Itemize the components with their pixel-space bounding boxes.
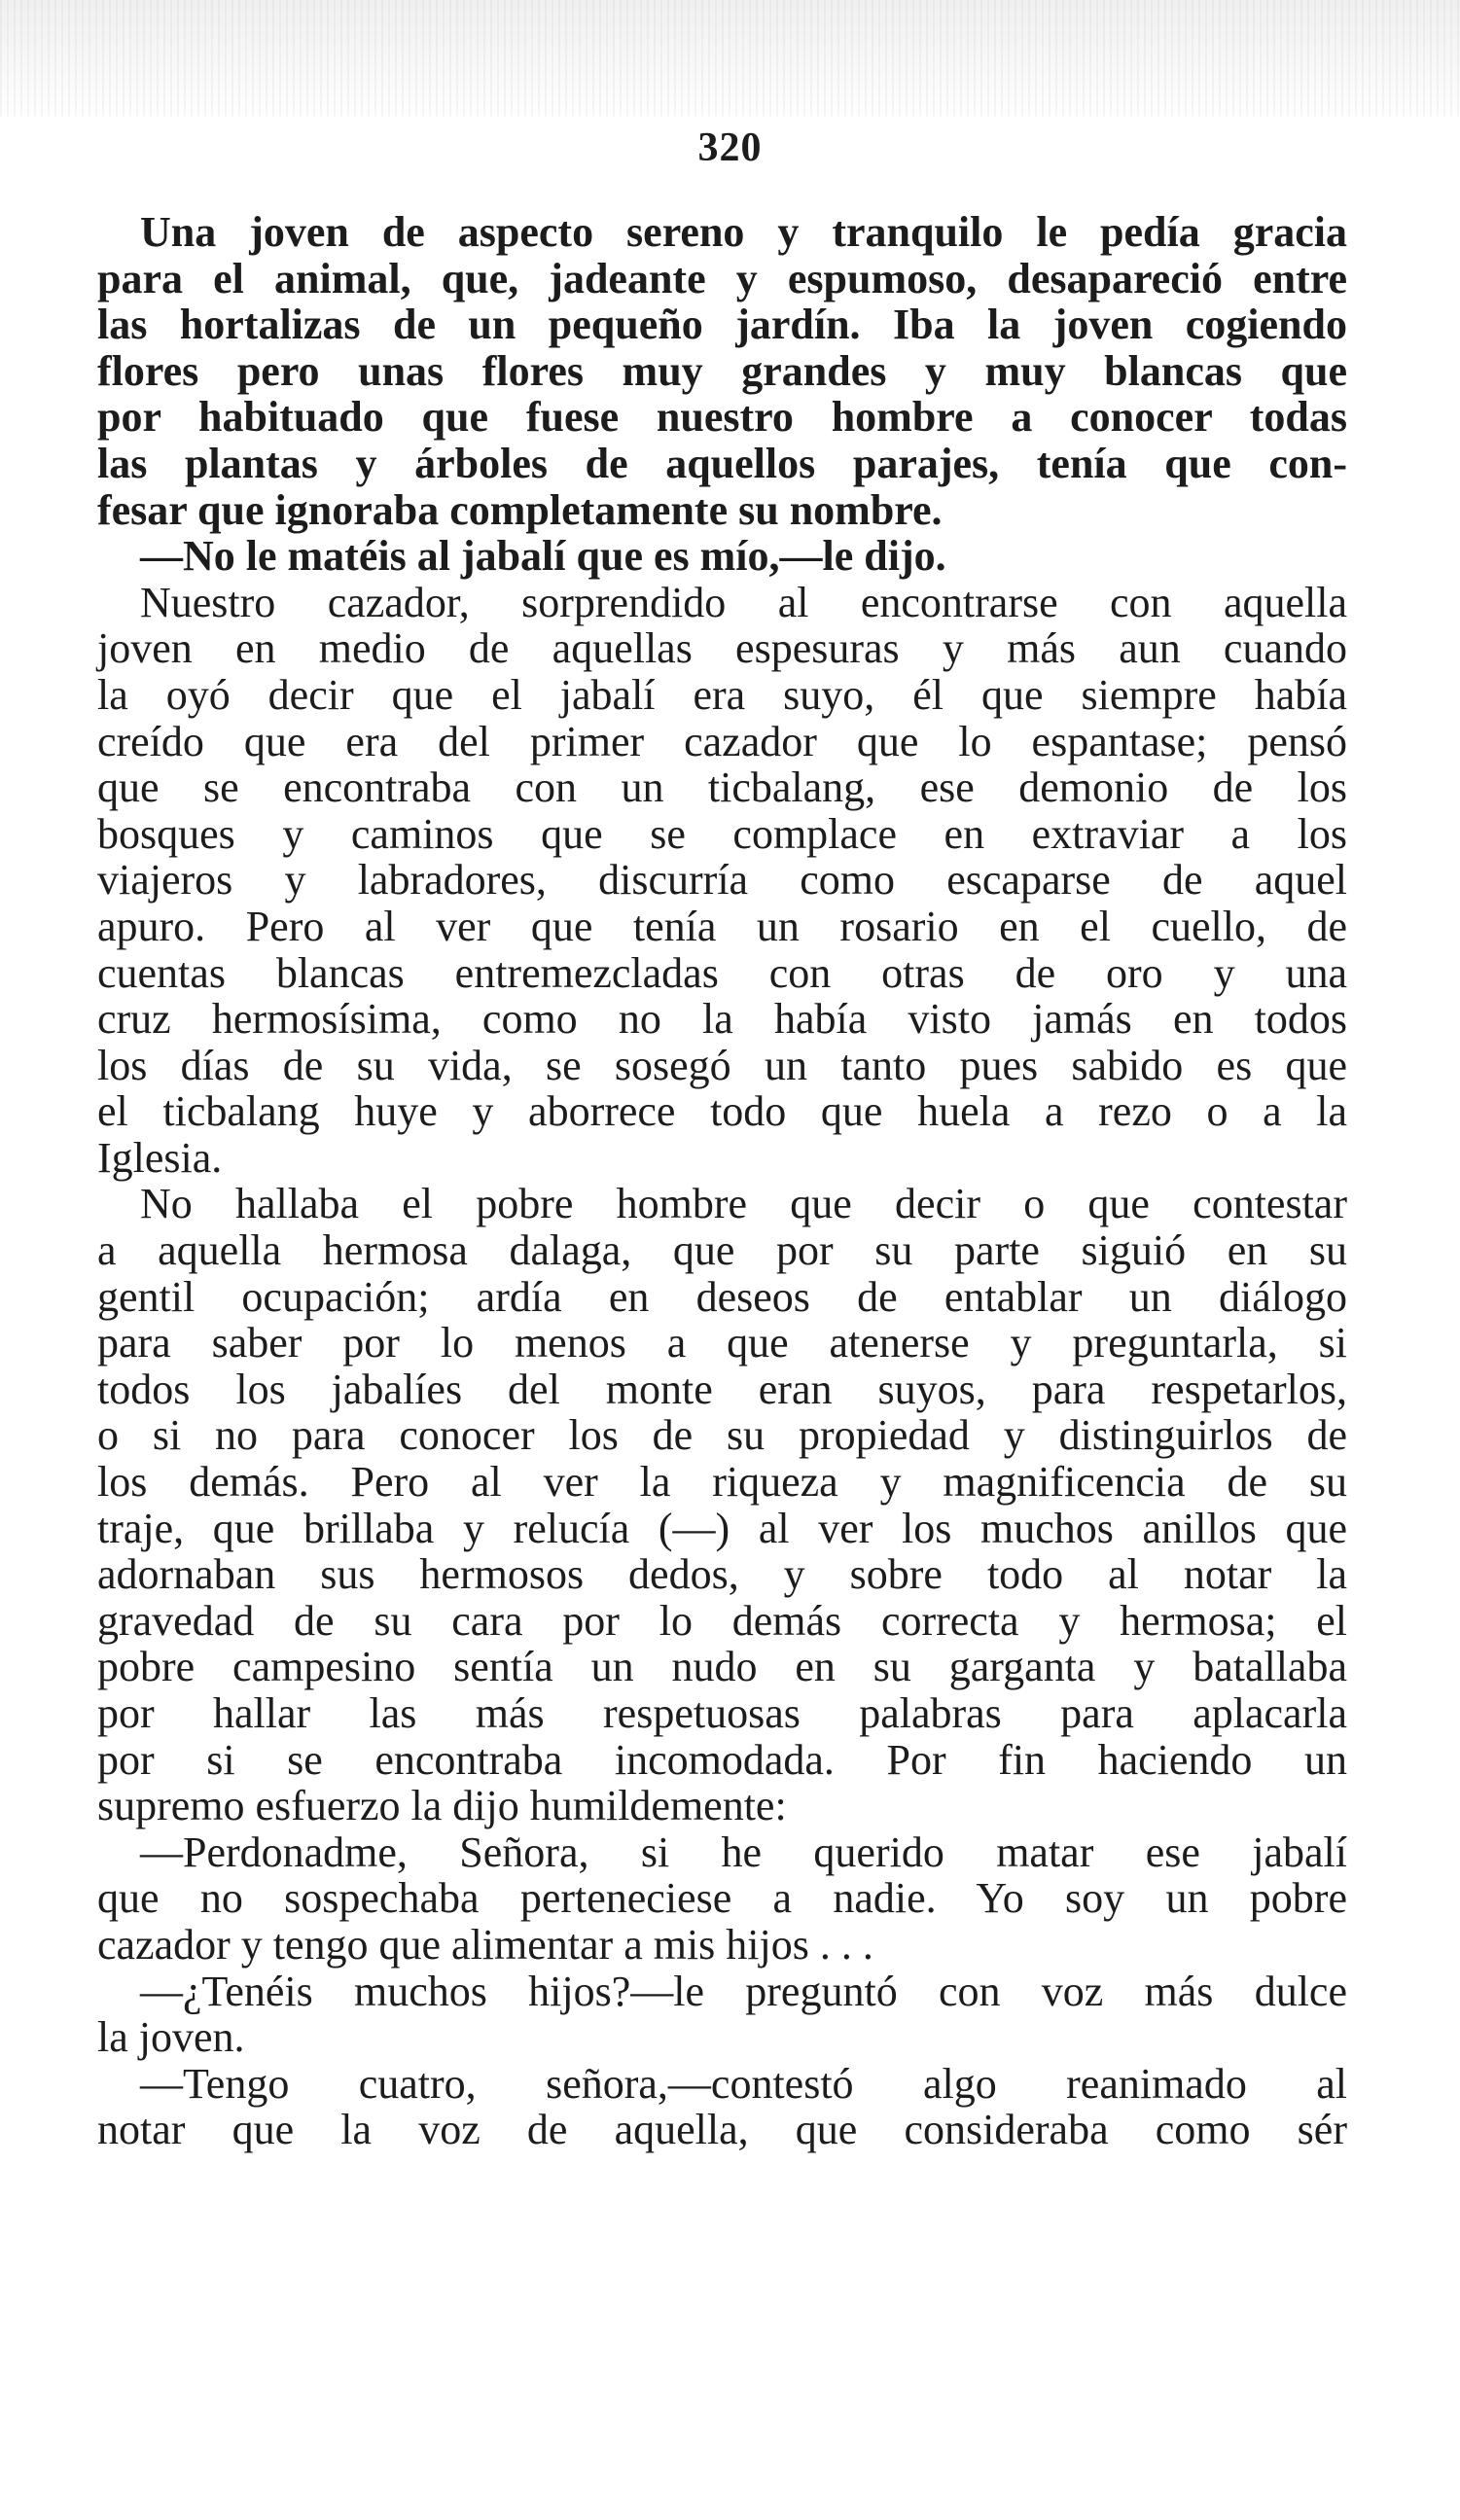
text-line: —No le matéis al jabalí que es mío,—le dijo.	[140, 532, 946, 581]
text-line: para el animal, que, jadeante y espumoso, desapareció entre	[97, 254, 1347, 302]
text-line: supremo esfuerzo la dijo humildemente:	[97, 1782, 787, 1830]
page-number: 320	[697, 125, 763, 170]
text-line: a aquella hermosa dalaga, que por su parte siguió en su	[97, 1226, 1347, 1275]
text-line: adornaban sus hermosos dedos, y sobre todo al notar la	[97, 1550, 1347, 1599]
text-line: la oyó decir que el jabalí era suyo, él que siempre había	[97, 670, 1347, 719]
text-line: las plantas y árboles de aquellos parajes, tenía que con-	[97, 439, 1347, 487]
text-line: apuro. Pero al ver que tenía un rosario en el cuello, de	[97, 902, 1347, 950]
text-line: que no sospechaba perteneciese a nadie. Yo soy un pobre	[97, 1874, 1347, 1923]
text-line: cazador y tengo que alimentar a mis hijos . . .	[97, 1920, 873, 1969]
text-line: pobre campesino sentía un nudo en su garganta y batallaba	[97, 1643, 1347, 1691]
text-line: por habituado que fuese nuestro hombre a conocer todas	[97, 393, 1347, 442]
text-line: cruz hermosísima, como no la había visto jamás en todos	[97, 995, 1347, 1044]
text-line: —¿Tenéis muchos hijos?—le preguntó con voz más dulce	[140, 1967, 1347, 2015]
text-line: creído que era del primer cazador que lo espantase; pensó	[97, 717, 1347, 765]
text-line: joven en medio de aquellas espesuras y más aun cuando	[97, 624, 1347, 673]
text-line: gentil ocupación; ardía en deseos de entablar un diálogo	[97, 1272, 1347, 1321]
text-line: que se encontraba con un ticbalang, ese demonio de los	[97, 763, 1347, 812]
text-line: bosques y caminos que se complace en extraviar a los	[97, 809, 1347, 858]
text-line: —Tengo cuatro, señora,—contestó algo reanimado al	[140, 2059, 1347, 2108]
text-line: el ticbalang huye y aborrece todo que huela a rezo o a la	[97, 1087, 1347, 1136]
text-line: Iglesia.	[97, 1133, 223, 1182]
text-line: notar que la voz de aquella, que consideraba como sér	[97, 2106, 1347, 2154]
text-line: las hortalizas de un pequeño jardín. Iba la joven cogiendo	[97, 301, 1347, 349]
text-line: por hallar las más respetuosas palabras para aplacarla	[97, 1689, 1347, 1737]
scan-border	[0, 0, 1460, 117]
text-line: todos los jabalíes del monte eran suyos, para respetarlos,	[97, 1365, 1347, 1413]
text-line: flores pero unas flores muy grandes y muy blancas que	[97, 346, 1347, 395]
text-line: Una joven de aspecto sereno y tranquilo le pedía gracia	[140, 208, 1347, 256]
text-line: viajeros y labradores, discurría como escaparse de aquel	[97, 856, 1347, 905]
text-line: por si se encontraba incomodada. Por fin haciendo un	[97, 1735, 1347, 1784]
text-line: los demás. Pero al ver la riqueza y magnificencia de su	[97, 1458, 1347, 1507]
text-line: la joven.	[97, 2013, 245, 2062]
text-line: —Perdonadme, Señora, si he querido matar ese jabalí	[140, 1828, 1347, 1876]
text-line: para saber por lo menos a que atenerse y preguntarla, si	[97, 1319, 1347, 1367]
text-line: Nuestro cazador, sorprendido al encontrarse con aquella	[140, 578, 1347, 626]
text-line: fesar que ignoraba completamente su nombre.	[97, 485, 943, 534]
text-line: cuentas blancas entremezcladas con otras de oro y una	[97, 948, 1347, 997]
text-line: No hallaba el pobre hombre que decir o que contestar	[140, 1180, 1347, 1228]
text-line: traje, que brillaba y relucía (—) al ver los muchos anillos que	[97, 1504, 1347, 1552]
page-text	[97, 209, 1347, 2153]
text-line: los días de su vida, se sosegó un tanto pues sabido es que	[97, 1041, 1347, 1089]
text-line: gravedad de su cara por lo demás correcta y hermosa; el	[97, 1596, 1347, 1645]
text-line: o si no para conocer los de su propiedad y distinguirlos de	[97, 1411, 1347, 1460]
